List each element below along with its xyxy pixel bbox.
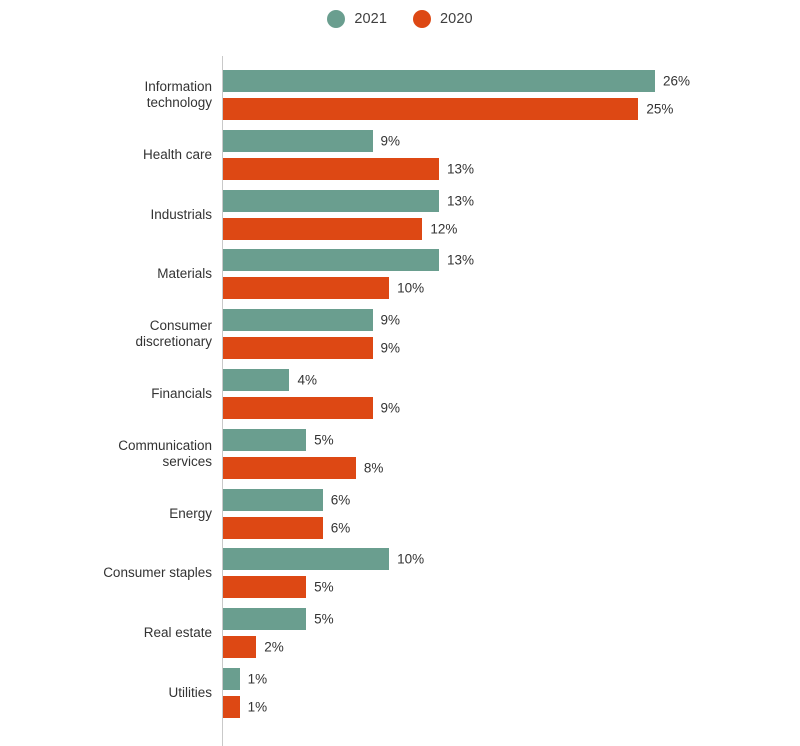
legend-label: 2020 [440, 11, 473, 27]
legend-item-2020[interactable] [413, 10, 473, 28]
bar-2021[interactable] [223, 429, 306, 451]
category-label: Materials [157, 266, 212, 282]
plot-area [0, 56, 800, 746]
bar-group [0, 190, 800, 240]
category-label: Industrials [150, 206, 212, 222]
bar-value-label: 9% [380, 312, 401, 328]
legend-item-2021[interactable] [327, 10, 387, 28]
bar-value-label: 13% [447, 252, 475, 268]
bar-2021[interactable] [223, 249, 439, 271]
category-label: Communication services [118, 437, 212, 469]
bar-value-label: 1% [247, 699, 268, 715]
bar-group [0, 548, 800, 598]
bar-value-label: 6% [330, 520, 351, 536]
bar-group [0, 668, 800, 718]
bar-value-label: 5% [314, 432, 334, 448]
bar-value-label: 4% [297, 372, 317, 388]
bar-group [0, 309, 800, 359]
category-label: Financials [151, 386, 212, 401]
bar-2020[interactable] [223, 636, 256, 658]
bar-group [0, 608, 800, 658]
bar-value-label: 9% [380, 400, 401, 416]
category-label: Energy [169, 505, 212, 521]
category-label: Real estate [143, 625, 212, 641]
bar-2020[interactable] [223, 218, 422, 240]
bar-value-label: 1% [247, 671, 268, 687]
bar-2020[interactable] [223, 158, 439, 180]
category-label: Utilities [168, 685, 212, 700]
category-label: Information technology [144, 79, 212, 110]
bar-group [0, 369, 800, 419]
category-label: Consumer staples [103, 565, 212, 581]
bar-value-label: 9% [380, 133, 401, 149]
bar-value-label: 10% [397, 551, 425, 567]
bar-value-label: 10% [397, 280, 425, 296]
bar-value-label: 13% [447, 193, 475, 209]
bar-2021[interactable] [223, 369, 289, 391]
bar-value-label: 8% [363, 460, 384, 476]
bar-2020[interactable] [223, 517, 323, 539]
bar-2021[interactable] [223, 70, 655, 92]
bar-value-label: 2% [264, 639, 284, 655]
bar-2020[interactable] [223, 337, 373, 359]
bar-value-label: 9% [380, 340, 401, 356]
bar-2020[interactable] [223, 98, 638, 120]
bar-2021[interactable] [223, 489, 323, 511]
bar-2020[interactable] [223, 696, 240, 718]
bar-value-label: 26% [663, 73, 691, 89]
bar-value-label: 12% [430, 221, 458, 237]
chart-legend [0, 10, 800, 28]
bar-2020[interactable] [223, 277, 389, 299]
legend-label: 2021 [354, 11, 387, 27]
bar-group [0, 489, 800, 539]
legend-swatch-icon [413, 10, 431, 28]
bar-value-label: 5% [314, 579, 334, 595]
bar-2021[interactable] [223, 130, 373, 152]
bar-2021[interactable] [223, 309, 373, 331]
bar-group [0, 249, 800, 299]
bar-2021[interactable] [223, 190, 439, 212]
category-label: Consumer discretionary [135, 318, 212, 350]
category-label: Health care [142, 146, 212, 162]
bar-2020[interactable] [223, 397, 373, 419]
bar-value-label: 5% [314, 611, 334, 627]
bar-2021[interactable] [223, 668, 240, 690]
bar-group [0, 429, 800, 479]
bar-2021[interactable] [223, 548, 389, 570]
bar-group [0, 130, 800, 180]
bar-2021[interactable] [223, 608, 306, 630]
bar-group [0, 70, 800, 120]
bar-value-label: 6% [330, 492, 351, 508]
legend-swatch-icon [327, 10, 345, 28]
bar-2020[interactable] [223, 576, 306, 598]
bar-2020[interactable] [223, 457, 356, 479]
bar-value-label: 25% [646, 101, 674, 117]
bar-value-label: 13% [447, 161, 475, 177]
